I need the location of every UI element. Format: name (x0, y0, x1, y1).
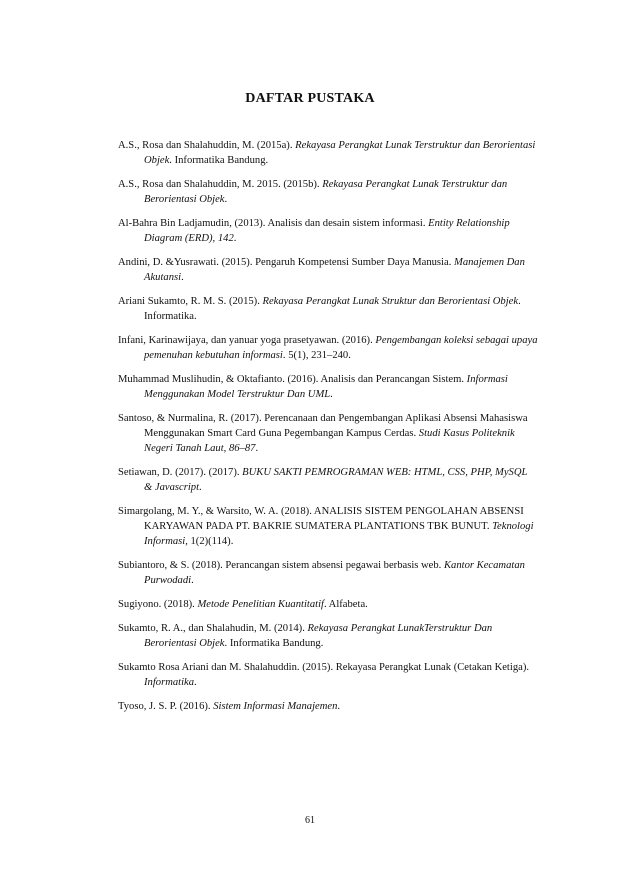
reference-title: Kantor Kecamatan Purwodadi (144, 560, 525, 586)
reference-entry (118, 411, 538, 456)
reference-entry (118, 504, 538, 549)
reference-entry (118, 138, 538, 168)
reference-title: Pengembangan koleksi sebagai upaya pemenuhan kebutuhan informasi (144, 335, 538, 361)
reference-title: Informatika (144, 677, 195, 688)
reference-entry (118, 216, 538, 246)
reference-text: A.S., Rosa dan Shalahuddin, M. 2015. (2015b). (118, 179, 323, 190)
reference-text: Andini, D. &Yusrawati. (2015). Pengaruh Kompetensi Sumber Daya Manusia. (118, 257, 454, 268)
reference-entry (118, 333, 538, 363)
reference-text: Sugiyono. (2018). (118, 599, 198, 610)
reference-text: Muhammad Muslihudin, & Oktafianto. (2016). Analisis dan Perancangan Sistem. (118, 374, 467, 385)
reference-entry (118, 597, 538, 612)
reference-tail: . (233, 233, 237, 244)
reference-tail: . Informatika Bandung. (224, 638, 324, 649)
reference-text: Tyoso, J. S. P. (2016). (118, 701, 214, 712)
reference-title: Rekayasa Perangkat Lunak Terstruktur dan Berorientasi Objek (144, 179, 508, 205)
reference-list (118, 138, 538, 723)
page-title: DAFTAR PUSTAKA (245, 91, 375, 106)
reference-title: Entity Relationship Diagram (ERD), 142 (144, 218, 510, 244)
reference-tail: . (224, 194, 228, 205)
reference-tail: . Alfabeta. (323, 599, 368, 610)
reference-entry (118, 699, 538, 714)
reference-entry (118, 660, 538, 690)
reference-tail: . Informatika. (144, 296, 521, 322)
reference-text: Infani, Karinawijaya, dan yanuar yoga prasetyawan. (2016). (118, 335, 376, 346)
reference-title: Rekayasa Perangkat LunakTerstruktur Dan Berorientasi Objek (144, 623, 493, 649)
reference-tail: . (337, 701, 341, 712)
reference-entry (118, 255, 538, 285)
reference-tail: . (194, 677, 197, 688)
reference-text: Santoso, & Nurmalina, R. (2017). Perencanaan dan Pengembangan Aplikasi Absensi Mahasiswa Menggunakan Smart Card Guna Pegembangan Kampus Cerdas. (118, 413, 528, 439)
reference-title: Rekayasa Perangkat Lunak Terstruktur dan Berorientasi Objek (144, 140, 536, 166)
reference-title: Informasi Menggunakan Model Terstruktur Dan UML (144, 374, 508, 400)
reference-tail: . (330, 389, 333, 400)
reference-title: Metode Penelitian Kuantitatif (197, 599, 324, 610)
reference-text: Subiantoro, & S. (2018). Perancangan sistem absensi pegawai berbasis web. (118, 560, 444, 571)
reference-text: Sukamto, R. A., dan Shalahudin, M. (2014). (118, 623, 308, 634)
reference-text: Simargolang, M. Y., & Warsito, W. A. (2018). ANALISIS SISTEM PENGOLAHAN ABSENSI KARYAWAN PADA PT. BAKRIE SUMATERA PLANTATIONS TBK BUNUT. (118, 506, 524, 532)
reference-tail: . 5(1), 231–240. (282, 350, 351, 361)
reference-entry (118, 177, 538, 207)
reference-text: A.S., Rosa dan Shalahuddin, M. (2015a). (118, 140, 296, 151)
reference-entry (118, 294, 538, 324)
reference-title: Sistem Informasi Manajemen (213, 701, 338, 712)
reference-tail: . (191, 575, 194, 586)
reference-title: BUKU SAKTI PEMROGRAMAN WEB: HTML, CSS, PHP, MySQL & Javascript (144, 467, 528, 493)
reference-tail: . (199, 482, 202, 493)
page-number: 61 (305, 815, 315, 826)
reference-text: Sukamto Rosa Ariani dan M. Shalahuddin. (2015). Rekayasa Perangkat Lunak (Cetakan Ketiga). (118, 662, 529, 673)
reference-entry (118, 621, 538, 651)
reference-text: Ariani Sukamto, R. M. S. (2015). (118, 296, 263, 307)
reference-entry (118, 465, 538, 495)
reference-title: Studi Kasus Politeknik Negeri Tanah Laut, 86–87 (144, 428, 515, 454)
reference-title: Teknologi Informasi (144, 521, 534, 547)
reference-tail: . (181, 272, 184, 283)
reference-title: Rekayasa Perangkat Lunak Struktur dan Berorientasi Objek (262, 296, 519, 307)
reference-entry (118, 558, 538, 588)
reference-entry (118, 372, 538, 402)
reference-tail: , 1(2)(114). (185, 536, 234, 547)
reference-tail: . (255, 443, 259, 454)
reference-text: Al-Bahra Bin Ladjamudin, (2013). Analisis dan desain sistem informasi. (118, 218, 429, 229)
reference-text: Setiawan, D. (2017). (2017). (118, 467, 243, 478)
reference-title: Manajemen Dan Akutansi (144, 257, 525, 283)
reference-tail: . Informatika Bandung. (169, 155, 269, 166)
